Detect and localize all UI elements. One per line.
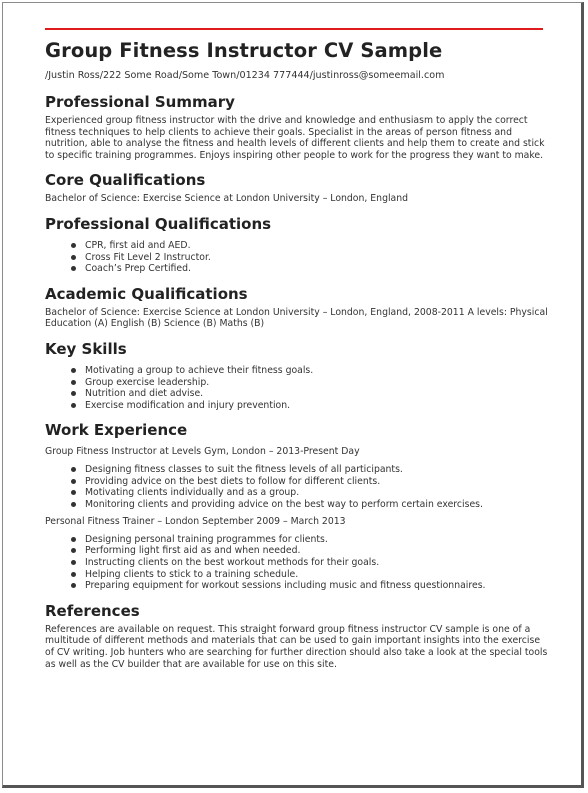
section-heading-core: Core Qualifications — [45, 171, 206, 190]
section-heading-summary: Professional Summary — [45, 93, 235, 111]
list-item: Designing personal training programmes for clients. — [71, 534, 550, 546]
list-item: Exercise modification and injury prevention. — [71, 400, 550, 412]
list-item: Motivating clients individually and as a group. — [71, 487, 550, 499]
list-item: Cross Fit Level 2 Instructor. — [71, 252, 550, 264]
list-item: Monitoring clients and providing advice on the best way to perform certain exercises. — [71, 499, 550, 511]
section-heading-work: Work Experience — [45, 421, 188, 440]
section-heading-references: References — [45, 601, 140, 620]
summary-text: Experienced group fitness instructor with the drive and knowledge and enthusiasm to apply the correct fitness techniques to help clients to achieve their goals. Specialist in the areas of person fitness and nutrition, able to analyse the fitness and health levels of different clients and help them to create and stick to specific training programmes. Enjoys inspiring other people to work for the progress they want to make. — [45, 115, 545, 161]
list-item: Designing fitness classes to suit the fitness levels of all participants. — [71, 464, 550, 476]
list-item: Group exercise leadership. — [71, 377, 550, 389]
contact-line: /Justin Ross/222 Some Road/Some Town/01234 777444/justinross@someemail.com — [45, 70, 445, 81]
cv-document — [45, 38, 550, 670]
professional-list — [45, 240, 550, 275]
skills-list — [45, 365, 550, 411]
list-item: CPR, first aid and AED. — [71, 240, 550, 252]
section-heading-professional: Professional Qualifications — [45, 214, 272, 233]
list-item: Coach’s Prep Certified. — [71, 263, 550, 275]
document-title: Group Fitness Instructor CV Sample — [45, 39, 443, 62]
core-text: Bachelor of Science: Exercise Science at London University – London, England — [45, 193, 409, 205]
list-item: Providing advice on the best diets to follow for different clients. — [71, 476, 550, 488]
job-title-2: Personal Fitness Trainer – London September 2009 – March 2013 — [45, 516, 346, 528]
list-item: Helping clients to stick to a training schedule. — [71, 569, 550, 581]
references-text: References are available on request. This straight forward group fitness instructor CV sample is one of a multitude of different methods and materials that can be used to gain important insights into the exercise of CV writing. Job hunters who are searching for further direction should also take a look at the special tools as well as the CV builder that are available for use on this site. — [45, 623, 548, 670]
academic-text: Bachelor of Science: Exercise Science at London University – London, England, 2008-2011 A levels: Physical Education (A) English (B) Science (B) Maths (B) — [45, 306, 548, 330]
header-rule — [45, 28, 543, 30]
list-item: Performing light first aid as and when needed. — [71, 545, 550, 557]
job-title-1: Group Fitness Instructor at Levels Gym, London – 2013-Present Day — [45, 446, 360, 458]
job-2-duties — [45, 534, 550, 592]
list-item: Motivating a group to achieve their fitness goals. — [71, 365, 550, 377]
job-1-duties — [45, 464, 550, 510]
list-item: Nutrition and diet advise. — [71, 388, 550, 400]
section-heading-academic: Academic Qualifications — [45, 284, 248, 303]
list-item: Preparing equipment for workout sessions including music and fitness questionnaires. — [71, 580, 550, 592]
list-item: Instructing clients on the best workout methods for their goals. — [71, 557, 550, 569]
section-heading-skills: Key Skills — [45, 339, 127, 358]
